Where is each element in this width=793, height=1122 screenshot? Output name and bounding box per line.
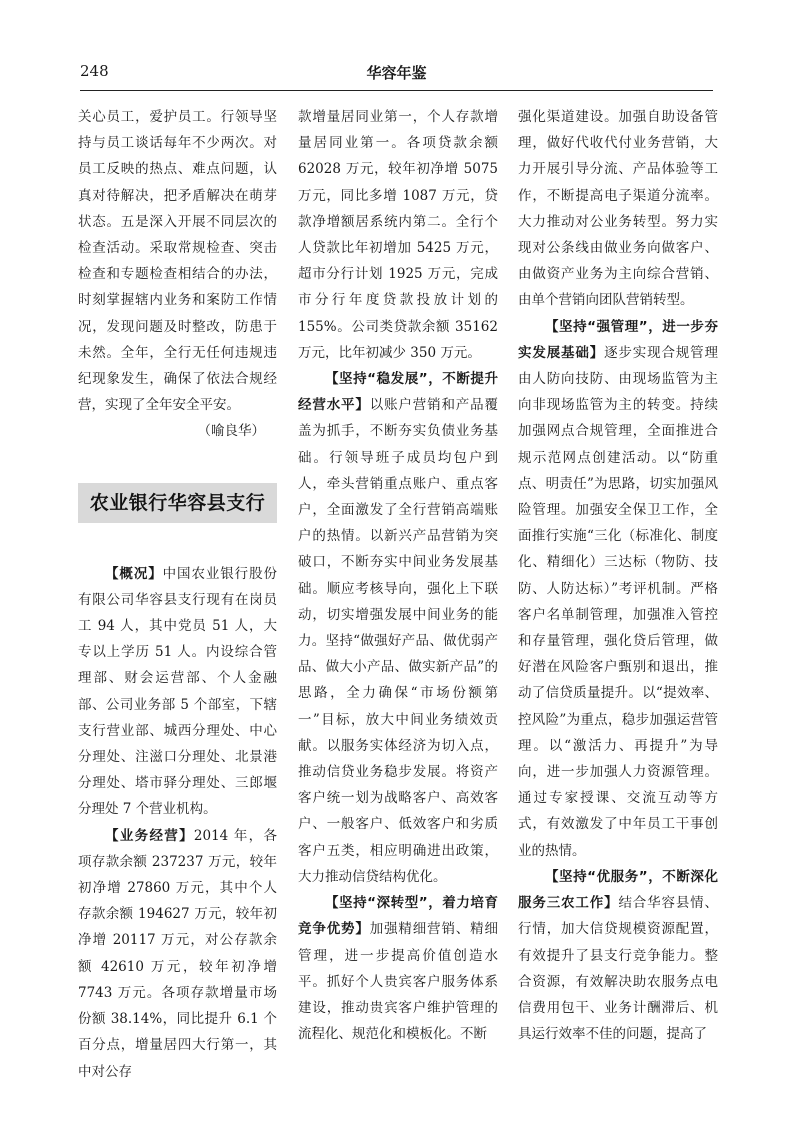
column-1	[78, 104, 277, 1085]
paragraph-business	[78, 823, 277, 1085]
book-title: 华容年鉴	[366, 64, 427, 82]
paragraph-stable-development	[298, 366, 498, 890]
page-number: 248	[80, 62, 109, 80]
column-2	[298, 104, 498, 1047]
paragraph-text: 中国农业银行股份有限公司华容县支行现有在岗员工 94 人，其中党员 51 人，大专以上学历 51 人。内设综合管理部、财会运营部、个人金融部、公司业务部 5 个部室，下辖支行营业部、城西分理处、中心分理处、注滋口分理处、北景港分理处、塔市驿分理处、三郎堰分理处 7 个营业机构。	[78, 565, 278, 818]
paragraph-service	[518, 864, 718, 1047]
paragraph-overview	[78, 561, 277, 823]
paragraph-text: 以账户营销和产品覆盖为抓手，不断夯实负债业务基础。行领导班子成员均包户到人，牵头营销重点账户、重点客户，全面激发了全行营销高端账户的热情。以新兴产品营销为突破口，不断夯实中间业务发展基础。顺应考核导向，强化上下联动，切实增强发展中间业务的能力。坚持“做强好产品、做优弱产品、做大小产品、做实新产品”的思路，全力确保“市场份额第一”目标，放大中间业务绩效贡献。以服务实体经济为切入点，推动信贷业务稳步发展。将资产客户统一划为战略客户、高效客户、一般客户、低效客户和劣质客户五类，相应明确进出政策，大力推动信贷结构优化。	[298, 397, 499, 885]
paragraph-text: 结合华容县情、行情，加大信贷规模资源配置，有效提升了县支行竞争能力。整合资源，有效解决助农服务点电信费用包干、业务计酬滞后、机具运行效率不佳的问题，提高了	[518, 895, 719, 1043]
paragraph: 强化渠道建设。加强自助设备管理，做好代收代付业务营销，大力开展引导分流、产品体验等工作，不断提高电子渠道分流率。大力推动对公业务转型。努力实现对公条线由做业务向做客户、由做资产业务为主向综合营销、由单个营销向团队营销转型。	[518, 109, 718, 309]
paragraph: 款增量居同业第一，个人存款增量居同业第一。各项贷款余额 62028 万元，较年初净增 5075 万元，同比多增 1087 万元，贷款净增额居系统内第二。全行个人贷款比年初增加 5425 万元，超市分行计划 1925 万元，完成市分行年度贷款投放计划的 155%。公司类贷款余额 35162 万元，比年初减少 350 万元。	[298, 109, 498, 361]
paragraph-transformation	[298, 890, 498, 1047]
paragraph-heading: 【坚持“稳发展”，不断提升经营水平】	[298, 371, 498, 414]
paragraph-text: 加强精细营销、精细管理，进一步提高价值创造水平。抓好个人贵宾客户服务体系建设，推动贵宾客户维护管理的流程化、规范化和模板化。不断	[298, 921, 499, 1043]
paragraph-heading: 【业务经营】	[105, 827, 194, 844]
paragraph-management	[518, 314, 718, 864]
paragraph: 关心员工，爱护员工。行领导坚持与员工谈话每年不少两次。对员工反映的热点、难点问题，认真对待解决，把矛盾解决在萌芽状态。五是深入开展不同层次的检查活动。采取常规检查、突击检查和专题检查相结合的办法，时刻掌握辖内业务和案防工作情况，发现问题及时整改，防患于未然。全年，全行无任何违规违纪现象发生，确保了依法合规经营，实现了全年安全平安。	[78, 109, 277, 414]
paragraph-heading: 【坚持“深转型”，着力培育竞争优势】	[298, 895, 498, 938]
paragraph-heading: 【概况】	[105, 565, 163, 582]
running-header	[80, 62, 713, 84]
column-3	[518, 104, 718, 1047]
paragraph-heading: 【坚持“强管理”，进一步夯实发展基础】	[518, 318, 718, 361]
paragraph-text: 逐步实现合规管理由人防向技防、由现场监管为主向非现场监管为主的转变。持续加强网点合规管理，全面推进合规示范网点创建活动。以“防重点、明责任”为思路，切实加强风险管理。加强安全保卫工作，全面推行实施“三化（标准化、制度化、精细化）三达标（物防、技防、人防达标）”考评机制。严格客户名单制管理，加强准入管控和存量管理，强化贷后管理，做好潜在风险客户甄别和退出，推动了信贷质量提升。以“提效率、控风险”为重点，稳步加强运营管理。以“激活力、再提升”为导向，进一步加强人力资源管理。通过专家授课、交流互动等方式，有效激发了中年员工干事创业的热情。	[518, 344, 719, 859]
author-signature: （喻良华）	[197, 423, 265, 440]
section-title: 农业银行华容县支行	[78, 483, 277, 523]
paragraph-heading: 【坚持“优服务”，不断深化服务三农工作】	[518, 868, 718, 912]
paragraph-text: 2014 年，各项存款余额 237237 万元，较年初净增 27860 万元，其中个人存款余额 194627 万元，较年初净增 20117 万元，对公存款余额 42610 万元，较年初净增 7743 万元。各项存款增量市场份额 38.14%，同比提升 6.1 个百分点，增量居四大行第一，其中对公存	[78, 827, 278, 1080]
header-rule	[80, 90, 713, 91]
